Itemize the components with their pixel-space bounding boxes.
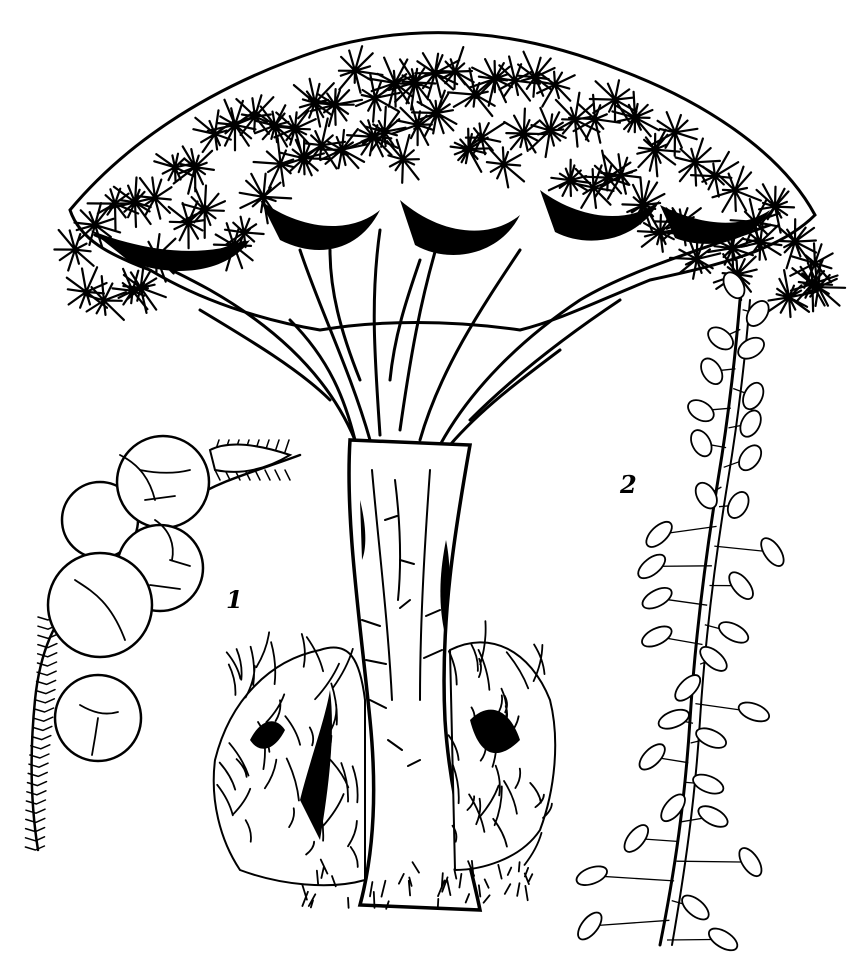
flower-bud — [639, 622, 675, 651]
flower-bud — [574, 863, 610, 889]
flower-bud — [656, 706, 692, 733]
figure-label-1: 1 — [226, 585, 243, 614]
flower-bud — [642, 518, 676, 552]
flower-bud — [695, 802, 731, 831]
flower-bud — [639, 584, 675, 613]
flower-bud — [657, 790, 690, 825]
flower-bud — [757, 534, 788, 569]
flower-bud — [734, 441, 765, 474]
flower-bud — [736, 699, 772, 725]
flower-spike — [574, 269, 788, 955]
flower-bud — [690, 771, 726, 798]
flower-bud — [574, 908, 606, 943]
flower-buds — [574, 269, 788, 955]
flower-bud — [705, 924, 741, 954]
flower-bud — [704, 323, 737, 354]
flower-bud — [724, 488, 753, 521]
flower-bud — [736, 407, 765, 440]
flower-bud — [716, 618, 752, 647]
flower-bud — [734, 333, 767, 363]
flower-bud — [678, 891, 713, 924]
figure-label-2: 2 — [620, 470, 637, 499]
flower-bud — [687, 427, 716, 460]
flower-bud — [620, 821, 653, 856]
flower-pedicel — [677, 861, 751, 862]
flower-bud — [635, 740, 669, 774]
flower-bud — [671, 671, 705, 705]
flower-bud — [697, 355, 727, 388]
flower-bud — [684, 396, 717, 426]
flower-bud — [739, 379, 767, 412]
flower-bud — [696, 642, 731, 675]
